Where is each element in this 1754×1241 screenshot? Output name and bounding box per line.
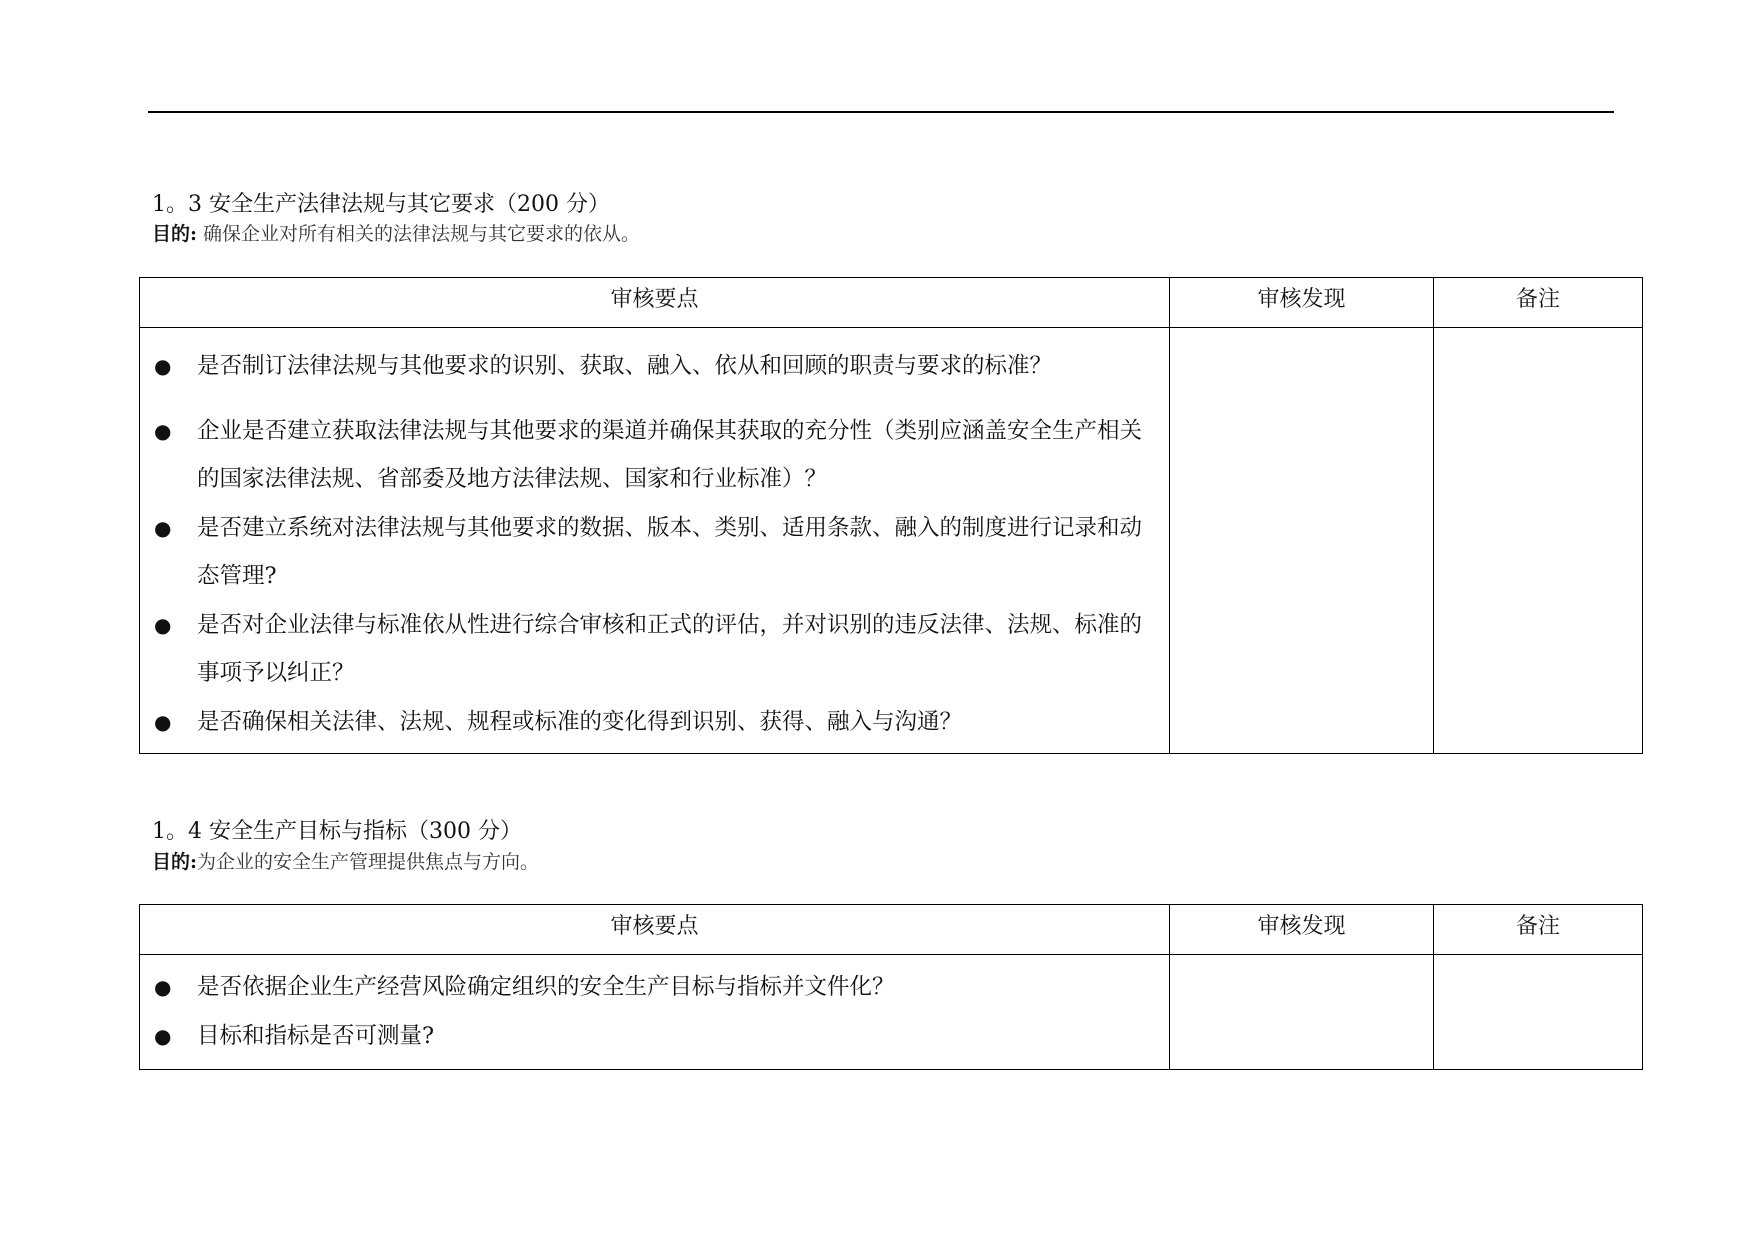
purpose-label: 目的: (152, 223, 198, 245)
bullet-icon: ● (154, 709, 172, 734)
list-item-text: 是否依据企业生产经营风险确定组织的安全生产目标与指标并文件化？ (197, 974, 895, 1000)
audit-points-cell (140, 328, 1170, 754)
table-header-row (140, 905, 1643, 955)
section-1-3-purpose (152, 222, 640, 246)
purpose-label: 目的: (152, 851, 198, 873)
list-item (140, 963, 1169, 1012)
header-audit-findings: 审核发现 (1170, 278, 1434, 328)
purpose-text: 为企业的安全生产管理提供焦点与方向。 (197, 851, 540, 873)
header-audit-points: 审核要点 (140, 278, 1170, 328)
audit-point-list (140, 955, 1169, 1060)
bullet-icon: ● (154, 354, 172, 378)
list-item (140, 601, 1169, 698)
header-remarks: 备注 (1434, 905, 1643, 955)
list-item-text: 企业是否建立获取法律法规与其他要求的渠道并确保其获取的充分性（类别应涵盖安全生产相关的国家法律法规、省部委及地方法律法规、国家和行业标准）？ (197, 417, 1143, 492)
audit-findings-cell[interactable] (1170, 955, 1434, 1070)
list-item-text: 是否对企业法律与标准依从性进行综合审核和正式的评估，并对识别的违反法律、法规、标准的事项予以纠正？ (197, 611, 1143, 686)
audit-table-1-3 (139, 277, 1643, 754)
header-audit-findings: 审核发现 (1170, 905, 1434, 955)
section-1-3-title: 1。3 安全生产法律法规与其它要求（200 分） (152, 192, 610, 217)
list-item (140, 504, 1169, 601)
list-item (140, 698, 1169, 747)
header-remarks: 备注 (1434, 278, 1643, 328)
table-header-row (140, 278, 1643, 328)
list-item-text: 是否建立系统对法律法规与其他要求的数据、版本、类别、适用条款、融入的制度进行记录和动态管理? (197, 514, 1143, 589)
remarks-cell[interactable] (1434, 328, 1643, 754)
section-1-4-title: 1。4 安全生产目标与指标（300 分） (152, 819, 522, 844)
list-item (140, 407, 1169, 504)
audit-points-cell (140, 955, 1170, 1070)
audit-table-1-4 (139, 904, 1643, 1070)
audit-point-list (140, 328, 1169, 746)
list-item (140, 1012, 1169, 1061)
audit-findings-cell[interactable] (1170, 328, 1434, 754)
list-item-text: 是否确保相关法律、法规、规程或标准的变化得到识别、获得、融入与沟通？ (197, 708, 963, 735)
section-1-4-purpose (152, 850, 539, 874)
purpose-text: 确保企业对所有相关的法律法规与其它要求的依从。 (197, 223, 641, 245)
list-item-text: 是否制订法律法规与其他要求的识别、获取、融入、依从和回顾的职责与要求的标准？ (197, 353, 1053, 379)
header-rule (148, 111, 1614, 113)
remarks-cell[interactable] (1434, 955, 1643, 1070)
list-item-text: 目标和指标是否可测量? (197, 1022, 435, 1049)
table-row (140, 955, 1643, 1070)
bullet-icon: ● (154, 515, 172, 540)
table-row (140, 328, 1643, 754)
header-audit-points: 审核要点 (140, 905, 1170, 955)
list-item (140, 342, 1169, 391)
bullet-icon: ● (154, 975, 172, 999)
bullet-icon: ● (154, 1023, 172, 1048)
bullet-icon: ● (154, 418, 172, 443)
bullet-icon: ● (154, 612, 172, 637)
